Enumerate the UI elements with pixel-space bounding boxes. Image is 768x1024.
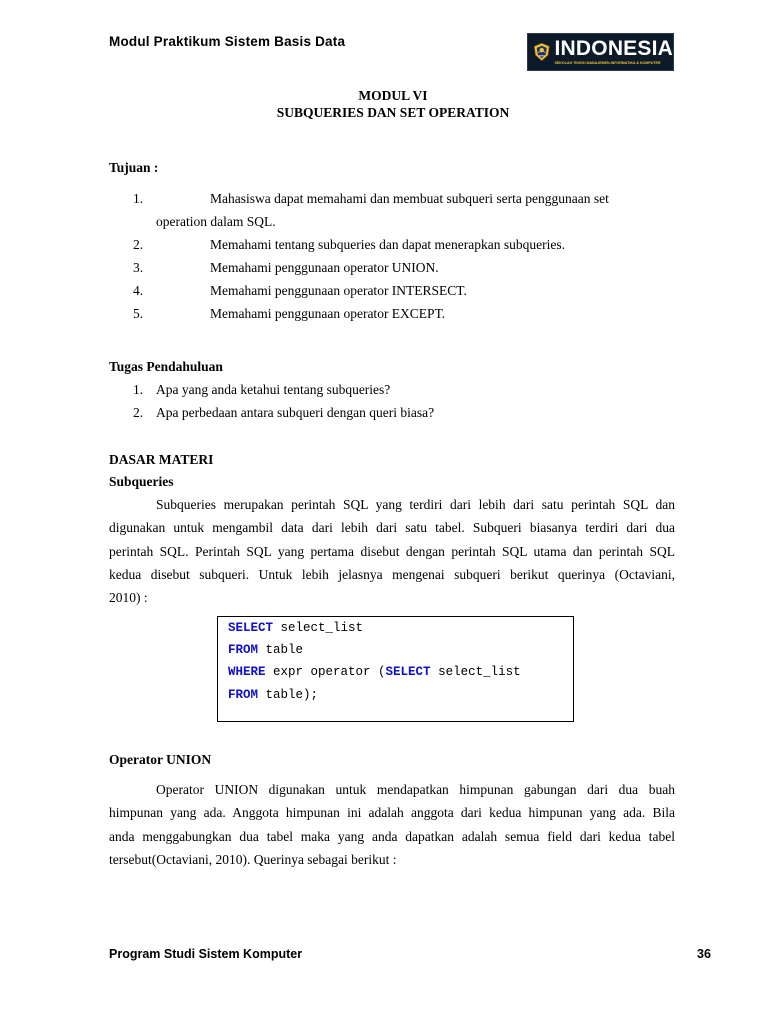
sql-keyword: FROM: [228, 688, 259, 702]
paragraph-line: perintah SQL. Perintah SQL yang pertama disebut dengan perintah SQL utama dan perintah SQL: [109, 543, 675, 559]
tujuan-num-2: 2.: [133, 237, 144, 252]
sql-text: table: [258, 643, 304, 657]
code-line-3: [228, 665, 521, 679]
sql-text: table);: [258, 688, 319, 702]
paragraph-line: digunakan untuk mengambil data dari lebih dari satu tabel. Subqueri biasanya terdiri dari dua: [109, 520, 675, 536]
tugas-item-2: Apa perbedaan antara subqueri dengan queri biasa?: [156, 405, 435, 420]
subqueries-heading: Subqueries: [109, 474, 174, 489]
tujuan-num-3: 3.: [133, 260, 144, 275]
subqueries-paragraph: [109, 493, 675, 609]
sql-keyword: SELECT: [385, 665, 431, 679]
code-line-4: [228, 688, 318, 702]
module-topic: SUBQUERIES DAN SET OPERATION: [276, 105, 510, 120]
logo-wordmark: INDONESIA: [554, 37, 673, 60]
tujuan-num-4: 4.: [133, 283, 144, 298]
dasar-materi-heading: DASAR MATERI: [109, 452, 214, 467]
paragraph-line: Subqueries merupakan perintah SQL yang terdiri dari lebih dari satu perintah SQL dan: [156, 497, 675, 512]
paragraph-line: anda menggabungkan dua tabel maka yang anda dapatkan adalah semua field dari kedua tabel: [109, 828, 675, 844]
institution-logo: [527, 33, 674, 71]
tujuan-item-2: Memahami tentang subqueries dan dapat menerapkan subqueries.: [210, 237, 566, 252]
paragraph-line: 2010) :: [109, 590, 148, 606]
paragraph-line: tersebut(Octaviani, 2010). Querinya sebagai berikut :: [109, 851, 397, 867]
tujuan-item-3: Memahami penggunaan operator UNION.: [210, 260, 439, 275]
code-line-2: [228, 643, 303, 657]
sql-text: expr operator (: [265, 665, 386, 679]
module-title: MODUL VI: [358, 88, 428, 103]
page-number: 36: [697, 947, 711, 961]
sql-keyword: SELECT: [228, 621, 274, 635]
union-heading: Operator UNION: [109, 752, 212, 767]
sql-text: select_list: [430, 665, 521, 679]
tujuan-item-1: Mahasiswa dapat memahami dan membuat subqueri serta penggunaan set: [210, 191, 609, 206]
emblem-text: STIKI: [538, 55, 545, 58]
tugas-num-1: 1.: [133, 382, 144, 397]
footer-program: Program Studi Sistem Komputer: [109, 947, 303, 961]
tujuan-item-4: Memahami penggunaan operator INTERSECT.: [210, 283, 467, 298]
tujuan-num-5: 5.: [133, 306, 144, 321]
tugas-num-2: 2.: [133, 405, 144, 420]
emblem-icon: [533, 37, 551, 67]
tujuan-item-1-cont: operation dalam SQL.: [156, 214, 276, 229]
running-header: Modul Praktikum Sistem Basis Data: [109, 34, 346, 49]
logo-subtitle: SEKOLAH TINGGI MANAJEMEN INFORMATIKA & KOMPUTER: [554, 61, 661, 65]
tujuan-num-1: 1.: [133, 191, 144, 206]
sql-text: select_list: [273, 621, 364, 635]
tugas-item-1: Apa yang anda ketahui tentang subqueries?: [156, 382, 391, 397]
tugas-heading: Tugas Pendahuluan: [109, 359, 223, 374]
paragraph-line: himpunan yang ada. Anggota himpunan ini adalah anggota dari kedua himpunan yang ada. Bila: [109, 805, 675, 821]
tujuan-heading: Tujuan :: [109, 160, 159, 175]
paragraph-line: Operator UNION digunakan untuk mendapatkan himpunan gabungan dari dua buah: [156, 782, 675, 797]
tujuan-item-5: Memahami penggunaan operator EXCEPT.: [210, 306, 446, 321]
paragraph-line: kedua disebut subqueri. Untuk lebih jelasnya mengenai subqueri berikut querinya (Octaviani,: [109, 566, 675, 582]
sql-code-box: [217, 616, 574, 722]
code-line-1: [228, 621, 363, 635]
sql-keyword: FROM: [228, 643, 259, 657]
sql-keyword: WHERE: [228, 665, 266, 679]
union-paragraph: [109, 778, 675, 871]
